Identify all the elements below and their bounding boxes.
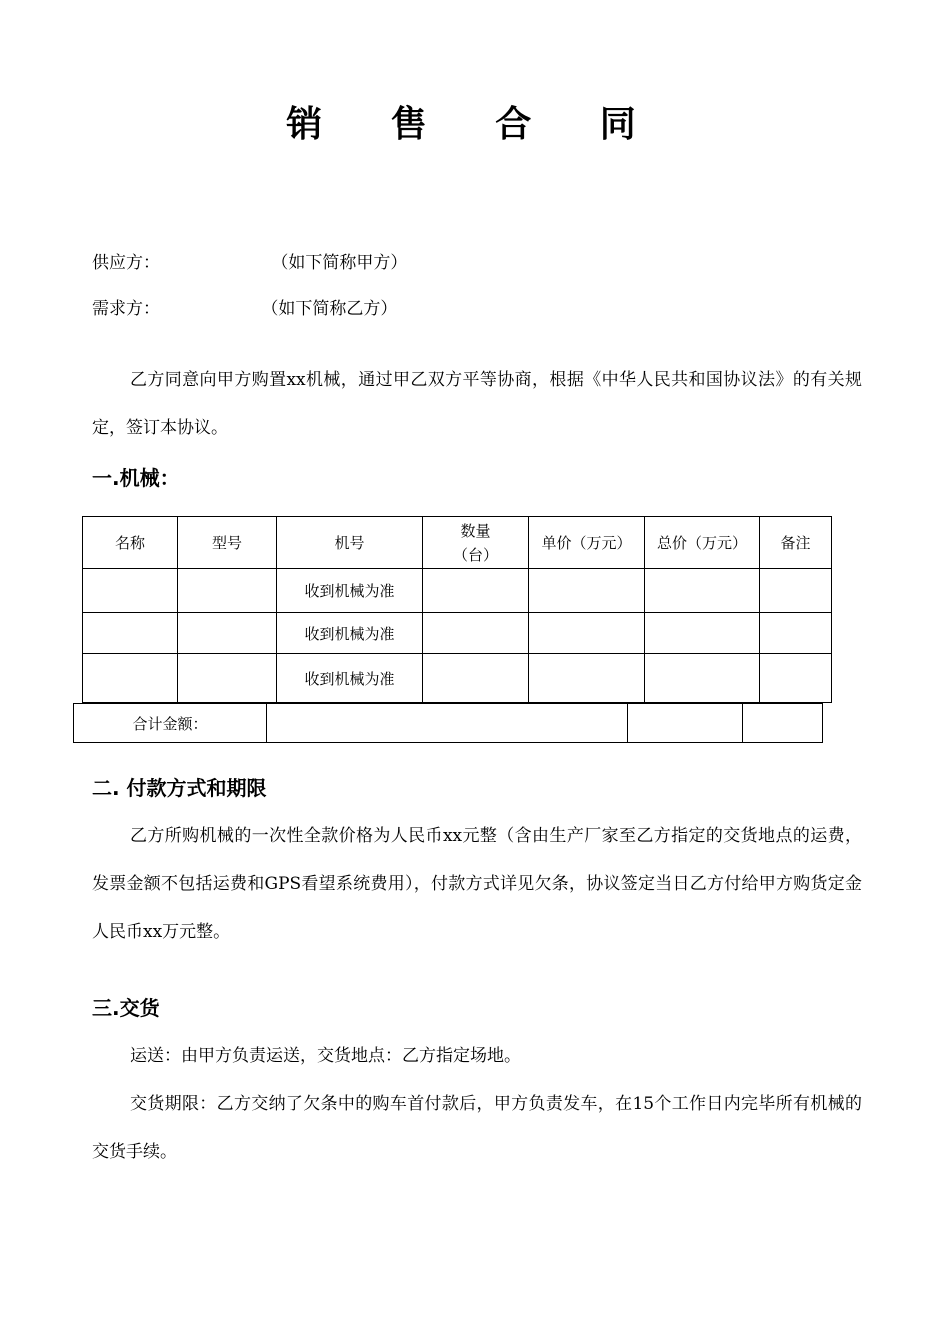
table-cell xyxy=(645,613,760,654)
total-row xyxy=(74,704,823,743)
header-cell: 机号 xyxy=(277,517,423,569)
table-cell xyxy=(760,654,832,703)
table-cell: 收到机械为准 xyxy=(277,613,423,654)
table-cell xyxy=(529,654,645,703)
table-row xyxy=(83,613,832,654)
payment-paragraph: 乙方所购机械的一次性全款价格为人民币xx元整（含由生产厂家至乙方指定的交货地点的运费，发票金额不包括运费和GPS看望系统费用），付款方式详见欠条，协议签定当日乙方付给甲方购货定金人民币xx万元整。 xyxy=(92,826,862,942)
header-cell: 单价（万元） xyxy=(529,517,645,569)
buyer-line xyxy=(92,294,397,319)
table-cell xyxy=(83,569,178,613)
total-remark-cell xyxy=(743,704,823,743)
machine-table xyxy=(82,516,832,703)
table-cell xyxy=(178,613,277,654)
section2-heading: 二. 付款方式和期限 xyxy=(92,776,267,800)
table-cell: 收到机械为准 xyxy=(277,654,423,703)
table-header-row xyxy=(83,517,832,569)
total-table xyxy=(73,703,823,743)
total-amount-cell xyxy=(267,704,628,743)
contract-title: 销 售 合 同 xyxy=(286,104,664,145)
table-row xyxy=(83,569,832,613)
header-cell: 名称 xyxy=(83,517,178,569)
table-cell xyxy=(83,613,178,654)
table-cell xyxy=(423,654,529,703)
total-price-cell xyxy=(628,704,743,743)
table-cell: 收到机械为准 xyxy=(277,569,423,613)
supplier-line xyxy=(92,248,407,273)
header-cell: 型号 xyxy=(178,517,277,569)
header-cell: 数量（台） xyxy=(423,517,529,569)
table-cell xyxy=(83,654,178,703)
header-cell: 总价（万元） xyxy=(645,517,760,569)
header-cell: 备注 xyxy=(760,517,832,569)
section1-heading: 一.机械： xyxy=(92,466,180,490)
table-cell xyxy=(645,654,760,703)
table-cell xyxy=(760,569,832,613)
intro-paragraph: 乙方同意向甲方购置xx机械，通过甲乙双方平等协商，根据《中华人民共和国协议法》的有关规定，签订本协议。 xyxy=(92,370,862,438)
section3-heading: 三.交货 xyxy=(92,996,160,1020)
table-cell xyxy=(423,613,529,654)
buyer-label: 需求方： xyxy=(92,299,160,319)
table-cell xyxy=(529,613,645,654)
table-cell xyxy=(178,654,277,703)
supplier-label: 供应方： xyxy=(92,253,160,273)
table-cell xyxy=(529,569,645,613)
buyer-note: （如下简称乙方） xyxy=(261,299,398,319)
table-cell xyxy=(645,569,760,613)
supplier-note: （如下简称甲方） xyxy=(271,253,408,273)
table-cell xyxy=(178,569,277,613)
transport-paragraph: 运送：由甲方负责运送，交货地点：乙方指定场地。 xyxy=(130,1046,521,1066)
table-row xyxy=(83,654,832,703)
table-cell xyxy=(760,613,832,654)
deadline-paragraph: 交货期限：乙方交纳了欠条中的购车首付款后，甲方负责发车，在15个工作日内完毕所有机械的交货手续。 xyxy=(92,1094,862,1162)
table-cell xyxy=(423,569,529,613)
total-label: 合计金额： xyxy=(74,704,267,743)
